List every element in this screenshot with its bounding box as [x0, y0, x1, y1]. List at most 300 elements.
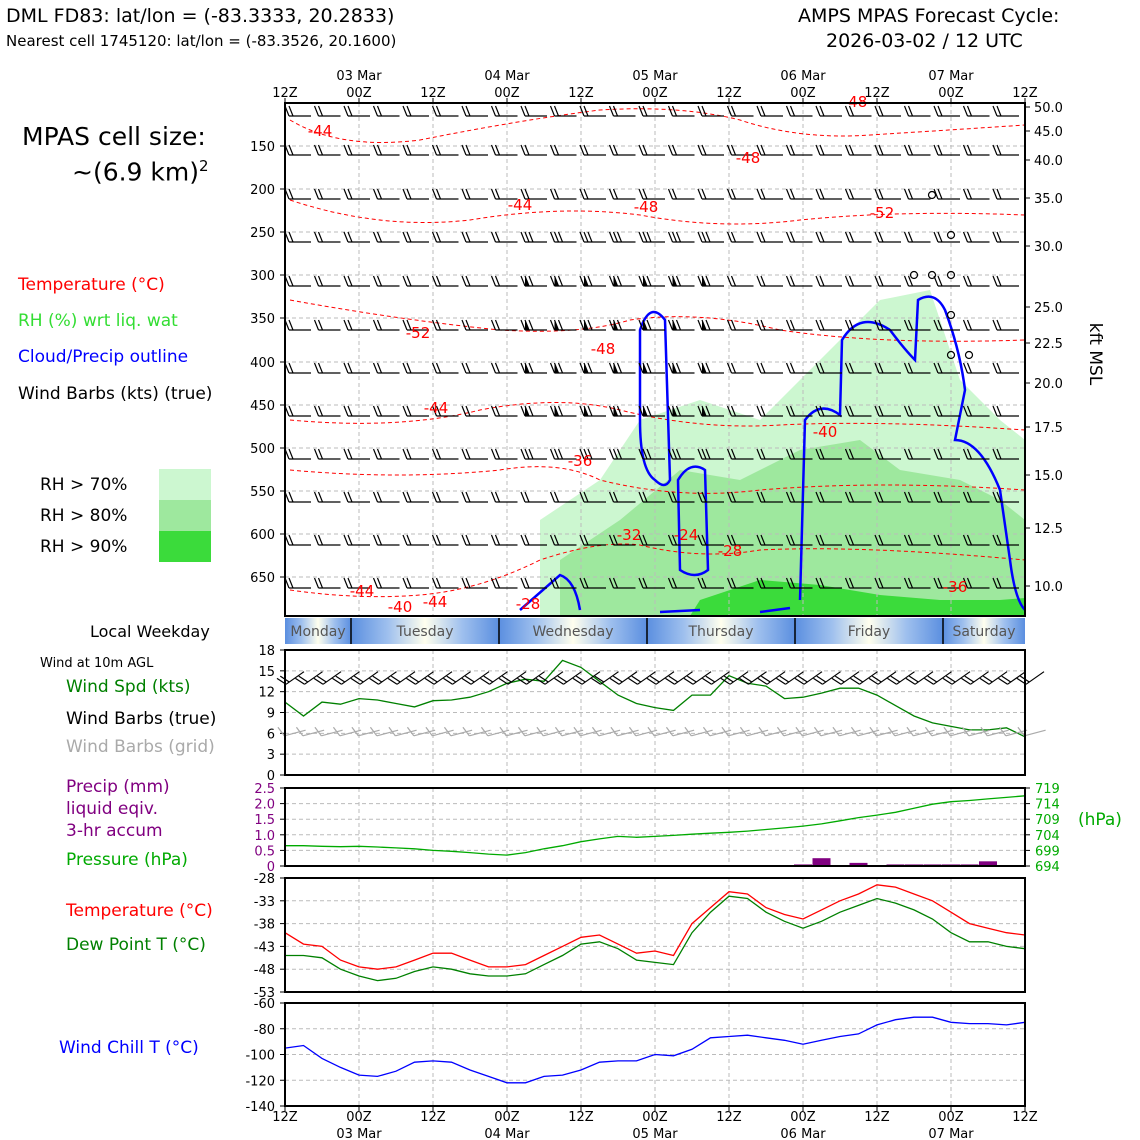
upper-barb-r0-c23: [964, 106, 990, 116]
upper-barb-r7-c10: [580, 406, 606, 416]
upper-barb-r2-c21-feather-1: [909, 189, 913, 199]
upper-barb-r3-c5: [433, 232, 459, 242]
upper-barb-r8-c9-feather-2: [559, 449, 563, 459]
top-tick-label-1: 00Z: [346, 86, 372, 101]
kft-tick-label-5: 25.0: [1034, 301, 1063, 316]
wind-panel-ytick-label-1: 15: [258, 664, 275, 680]
upper-barb-r2-c9-feather-1: [555, 189, 559, 199]
upper-barb-r10-c2: [344, 535, 370, 545]
upper-barb-r7-c10-feather-2: [588, 406, 592, 416]
wind10m-grid-barb-40-shaft: [1024, 730, 1045, 736]
upper-barb-r4-c21-feather-0: [905, 276, 909, 286]
upper-barb-r3-c6-feather-0: [462, 232, 466, 242]
upper-barb-r1-c7-feather-0: [492, 145, 496, 155]
upper-barb-r3-c11-feather-0: [610, 232, 614, 242]
upper-barb-r4-c2: [344, 276, 370, 286]
bottom-date-label-2: 05 Mar: [632, 1127, 678, 1140]
calm-circle-0: [929, 192, 936, 199]
upper-barb-r7-c0-feather-1: [289, 406, 293, 416]
upper-barb-r10-c7: [492, 535, 518, 545]
upper-barb-r0-c10-feather-1: [584, 106, 588, 116]
pressure-label: Pressure (hPa): [66, 850, 188, 870]
upper-barb-r6-c6-feather-1: [466, 363, 470, 373]
upper-barb-r3-c20-feather-1: [879, 232, 883, 242]
upper-barb-r6-c2-feather-1: [348, 363, 352, 373]
upper-barb-r0-c2-feather-0: [344, 106, 348, 116]
upper-barb-r3-c0-feather-1: [289, 232, 293, 242]
upper-barb-r6-c11-feather-2: [618, 363, 622, 373]
upper-barb-r9-c8: [521, 492, 547, 502]
weekday-saturday: Saturday: [952, 624, 1016, 640]
upper-barb-r3-c3-feather-0: [374, 232, 378, 242]
upper-barb-r4-c7-feather-1: [496, 276, 500, 286]
kft-axis-title: kft MSL: [1085, 322, 1105, 386]
wind10m-true-barb-40-shaft: [1026, 672, 1044, 685]
wind10m-true-barb-22-feather-0: [684, 676, 693, 686]
upper-barb-r2-c15: [728, 189, 754, 199]
upper-barb-r2-c3-feather-1: [378, 189, 382, 199]
bottom-tick-label-0: 12Z: [272, 1110, 298, 1125]
upper-barb-r2-c19: [846, 189, 872, 199]
upper-barb-r4-c7: [492, 276, 518, 286]
upper-barb-r2-c2-feather-0: [344, 189, 348, 199]
upper-barb-r4-c24: [993, 276, 1019, 286]
upper-barb-r5-c3-feather-1: [378, 320, 382, 330]
upper-barb-r3-c10-feather-2: [588, 232, 592, 242]
upper-barb-r4-c18: [816, 276, 842, 286]
pressure-ytick-label-3: 704: [1035, 828, 1060, 844]
upper-barb-r2-c6-feather-1: [466, 189, 470, 199]
upper-barb-r3-c16-feather-0: [757, 232, 761, 242]
wind-panel-title: Wind at 10m AGL: [40, 656, 154, 671]
kft-tick-label-3: 35.0: [1034, 192, 1063, 207]
upper-barb-r5-c7: [492, 320, 518, 330]
upper-barb-r0-c24-feather-1: [997, 106, 1001, 116]
chill-panel-ytick-label-4: -140: [245, 1100, 275, 1115]
upper-barb-r3-c22-feather-0: [934, 232, 938, 242]
upper-barb-r3-c20: [875, 232, 901, 242]
weekday-tuesday: Tuesday: [396, 624, 454, 640]
upper-barb-r5-c9-feather-2: [559, 320, 563, 330]
bottom-date-label-0: 03 Mar: [336, 1127, 382, 1140]
upper-barb-r2-c21: [905, 189, 931, 199]
legend-temperature: Temperature (°C): [18, 275, 165, 295]
upper-barb-r6-c24-feather-1: [997, 363, 1001, 373]
temp-panel-label: Temperature (°C): [66, 901, 213, 921]
pressure-ytick-label-1: 714: [1035, 797, 1060, 813]
upper-barb-r7-c2: [344, 406, 370, 416]
upper-barb-r3-c7: [492, 232, 518, 242]
upper-barb-r2-c2: [344, 189, 370, 199]
precip-panel-ytick-label-1: 2.0: [254, 797, 275, 813]
upper-barb-r2-c11-feather-0: [610, 189, 614, 199]
bottom-tick-label-3: 00Z: [494, 1110, 520, 1125]
upper-barb-r7-c6-feather-1: [466, 406, 470, 416]
pressure-ytick-label-5: 694: [1035, 860, 1060, 875]
upper-barb-r0-c23-feather-1: [968, 106, 972, 116]
wind-barbs-grid-label: Wind Barbs (grid): [66, 737, 215, 757]
upper-barb-r7-c12-feather-2: [647, 406, 651, 416]
upper-barb-r11-c1-feather-0: [315, 578, 319, 588]
pressure-ytick-label-2: 709: [1035, 813, 1060, 829]
upper-barb-r0-c12-feather-0: [639, 106, 643, 116]
upper-barb-r5-c18-feather-1: [820, 320, 824, 330]
upper-barb-r0-c6-feather-0: [462, 106, 466, 116]
upper-barb-r5-c24-feather-0: [993, 320, 997, 330]
upper-barb-r0-c0: [285, 106, 311, 116]
upper-barb-r8-c1-feather-1: [319, 449, 323, 459]
upper-barb-r9-c8-feather-1: [525, 492, 529, 502]
upper-barb-r8-c1: [315, 449, 341, 459]
upper-barb-r4-c17-feather-1: [791, 276, 795, 286]
upper-barb-r3-c13-feather-1: [673, 232, 677, 242]
top-date-label-3: 06 Mar: [780, 69, 826, 84]
upper-barb-r4-c4: [403, 276, 429, 286]
wind-panel-ytick-label-4: 6: [266, 727, 275, 743]
station-title: DML FD83: lat/lon = (-83.3333, 20.2833): [6, 5, 395, 27]
upper-barb-r5-c24-feather-1: [997, 320, 1001, 330]
upper-barb-r4-c14-feather-2: [706, 276, 710, 286]
upper-barb-r9-c9-feather-1: [555, 492, 559, 502]
upper-barb-r0-c3: [374, 106, 400, 116]
upper-barb-r2-c6: [462, 189, 488, 199]
upper-barb-r0-c14-feather-0: [698, 106, 702, 116]
upper-barb-r8-c4: [403, 449, 429, 459]
wind10m-true-barb-0: [277, 663, 304, 686]
upper-barb-r3-c24-feather-0: [993, 232, 997, 242]
windchill-panel-label: Wind Chill T (°C): [59, 1038, 199, 1058]
upper-barb-r4-c17: [787, 276, 813, 286]
upper-barb-r0-c2-feather-1: [348, 106, 352, 116]
upper-barb-r4-c5: [433, 276, 459, 286]
upper-barb-r9-c9-feather-0: [551, 492, 555, 502]
wind10m-true-barb-2-feather-0: [314, 676, 323, 686]
upper-barb-r0-c16-feather-0: [757, 106, 761, 116]
upper-barb-r6-c0-feather-1: [289, 363, 293, 373]
upper-barb-r11-c4: [403, 578, 429, 588]
weekday-wednesday: Wednesday: [532, 624, 614, 640]
precip-liquid-label: liquid eqiv.: [66, 799, 159, 819]
upper-barb-r3-c23-feather-0: [964, 232, 968, 242]
upper-barb-r4-c1-feather-0: [315, 276, 319, 286]
upper-barb-r6-c17-feather-1: [791, 363, 795, 373]
upper-barb-r9-c4-feather-0: [403, 492, 407, 502]
upper-barb-r2-c3: [374, 189, 400, 199]
upper-barb-r4-c4-feather-1: [407, 276, 411, 286]
upper-barb-r3-c7-feather-1: [496, 232, 500, 242]
upper-barb-r0-c7: [492, 106, 518, 116]
upper-barb-r6-c2-feather-0: [344, 363, 348, 373]
wind10m-true-barb-6-feather-0: [388, 676, 397, 686]
upper-barb-r7-c24: [993, 406, 1019, 416]
legend-cloud-outline: Cloud/Precip outline: [18, 347, 189, 367]
upper-barb-r6-c9: [551, 363, 577, 373]
upper-barb-r0-c23-feather-0: [964, 106, 968, 116]
upper-barb-r5-c23: [964, 320, 990, 330]
upper-barb-r3-c2-feather-0: [344, 232, 348, 242]
upper-barb-r8-c8-feather-0: [521, 449, 525, 459]
upper-barb-r9-c5: [433, 492, 459, 502]
upper-barb-r3-c2: [344, 232, 370, 242]
cell-size-exponent: 2: [199, 157, 209, 175]
upper-barb-r10-c7-feather-1: [496, 535, 500, 545]
upper-barb-r10-c4-feather-0: [403, 535, 407, 545]
upper-barb-r6-c10-feather-2: [588, 363, 592, 373]
bottom-tick-label-9: 00Z: [938, 1110, 964, 1125]
upper-barb-r5-c17-feather-1: [791, 320, 795, 330]
upper-barb-r2-c4-feather-1: [407, 189, 411, 199]
upper-barb-r2-c14-feather-1: [702, 189, 706, 199]
wind10m-true-barb-18-feather-0: [610, 676, 619, 686]
upper-barb-r1-c23-feather-1: [968, 145, 972, 155]
upper-barb-r3-c20-feather-0: [875, 232, 879, 242]
upper-barb-r3-c2-feather-1: [348, 232, 352, 242]
chill-panel-ytick-label-3: -120: [245, 1074, 275, 1090]
upper-barb-r6-c2: [344, 363, 370, 373]
upper-barb-r9-c7: [492, 492, 518, 502]
upper-barb-r3-c14: [698, 232, 724, 242]
kft-tick-label-8: 17.5: [1034, 421, 1063, 436]
wind-barbs-true-label: Wind Barbs (true): [66, 709, 217, 729]
upper-barb-r9-c4-feather-1: [407, 492, 411, 502]
upper-barb-r10-c6-feather-1: [466, 535, 470, 545]
upper-barb-r10-c6-feather-0: [462, 535, 466, 545]
bottom-tick-label-4: 12Z: [568, 1110, 594, 1125]
upper-barb-r2-c19-feather-0: [846, 189, 850, 199]
upper-barb-r7-c4-feather-0: [403, 406, 407, 416]
upper-barb-r10-c5: [433, 535, 459, 545]
upper-barb-r3-c10: [580, 232, 606, 242]
upper-barb-r3-c6-feather-1: [466, 232, 470, 242]
temp-panel-ytick-label-0: -28: [253, 872, 275, 887]
upper-barb-r5-c5: [433, 320, 459, 330]
kft-tick-label-9: 15.0: [1034, 469, 1063, 484]
upper-barb-r6-c12: [639, 363, 665, 373]
calm-circle-7: [966, 352, 973, 359]
upper-barb-r8-c9-feather-0: [551, 449, 555, 459]
upper-barb-r6-c23-feather-1: [968, 363, 972, 373]
upper-barb-r2-c13: [669, 189, 695, 199]
upper-barb-r3-c17-feather-1: [791, 232, 795, 242]
upper-barb-r4-c1-feather-1: [319, 276, 323, 286]
upper-barb-r3-c8-feather-1: [525, 232, 529, 242]
wind-panel-ytick-label-3: 9: [266, 706, 275, 722]
wind10m-true-barb-37-feather-0: [961, 676, 970, 686]
temp-contour-label-6: -52: [405, 324, 431, 342]
upper-barb-r3-c4-feather-0: [403, 232, 407, 242]
upper-barb-r3-c9-feather-0: [551, 232, 555, 242]
top-tick-label-10: 12Z: [1012, 86, 1038, 101]
top-date-label-1: 04 Mar: [484, 69, 530, 84]
upper-barb-r3-c23: [964, 232, 990, 242]
upper-barb-r2-c9-feather-0: [551, 189, 555, 199]
upper-barb-r2-c16-feather-1: [761, 189, 765, 199]
upper-barb-r6-c8-feather-2: [529, 363, 533, 373]
upper-barb-r4-c20-feather-0: [875, 276, 879, 286]
upper-barb-r3-c14-feather-2: [706, 232, 710, 242]
upper-barb-r3-c22-feather-1: [938, 232, 942, 242]
pressure-tick-label-6: 450: [250, 399, 275, 414]
upper-barb-r5-c6-feather-1: [466, 320, 470, 330]
upper-barb-r2-c10: [580, 189, 606, 199]
upper-barb-r7-c3-feather-0: [374, 406, 378, 416]
upper-barb-r8-c3: [374, 449, 400, 459]
upper-barb-r11-c8-feather-0: [521, 578, 525, 588]
precip-panel-ytick-label-5: 0: [266, 860, 275, 875]
upper-barb-r5-c23-feather-1: [968, 320, 972, 330]
upper-barb-r0-c18-feather-0: [816, 106, 820, 116]
upper-barb-r9-c4: [403, 492, 429, 502]
upper-barb-r9-c1-feather-0: [315, 492, 319, 502]
upper-barb-r0-c18-feather-1: [820, 106, 824, 116]
upper-barb-r0-c16: [757, 106, 783, 116]
top-tick-label-6: 12Z: [716, 86, 742, 101]
upper-barb-r2-c1-feather-1: [319, 189, 323, 199]
upper-barb-r7-c2-feather-0: [344, 406, 348, 416]
top-tick-label-0: 12Z: [272, 86, 298, 101]
upper-barb-r6-c24: [993, 363, 1019, 373]
precip-panel-ytick-label-0: 2.5: [254, 782, 275, 797]
upper-barb-r0-c8-feather-0: [521, 106, 525, 116]
upper-barb-r7-c24-feather-1: [997, 406, 1001, 416]
upper-barb-r0-c4-feather-1: [407, 106, 411, 116]
upper-barb-r2-c5-feather-1: [437, 189, 441, 199]
upper-barb-r0-c8: [521, 106, 547, 116]
upper-barb-r2-c17-feather-1: [791, 189, 795, 199]
wind10m-true-barb-7-feather-0: [406, 676, 415, 686]
kft-tick-label-7: 20.0: [1034, 377, 1063, 392]
upper-barb-r2-c13-feather-1: [673, 189, 677, 199]
temp-contour-label-8: -44: [423, 399, 449, 417]
temp-contour-label-2: -48: [735, 149, 761, 167]
upper-barb-r11-c1-feather-1: [319, 578, 323, 588]
upper-barb-r3-c12-feather-0: [639, 232, 643, 242]
upper-barb-r4-c2-feather-0: [344, 276, 348, 286]
upper-barb-r3-c21-feather-0: [905, 232, 909, 242]
upper-barb-r11-c0-feather-1: [289, 578, 293, 588]
upper-barb-r0-c16-feather-1: [761, 106, 765, 116]
upper-barb-r3-c11-feather-1: [614, 232, 618, 242]
wind10m-true-barb-13-feather-0: [517, 676, 526, 686]
upper-barb-r10-c2-feather-0: [344, 535, 348, 545]
upper-barb-r7-c16-feather-1: [761, 406, 765, 416]
upper-barb-r0-c7-feather-0: [492, 106, 496, 116]
upper-barb-r6-c23-feather-0: [964, 363, 968, 373]
upper-barb-r8-c7: [492, 449, 518, 459]
upper-barb-r3-c24-feather-1: [997, 232, 1001, 242]
wind10m-true-barb-27-feather-0: [776, 676, 785, 686]
kft-tick-label-6: 22.5: [1034, 337, 1063, 352]
upper-barb-r4-c12-feather-0: [639, 276, 643, 286]
upper-barb-r8-c0: [285, 449, 311, 459]
kft-tick-label-11: 10.0: [1034, 580, 1063, 595]
upper-barb-r2-c18-feather-0: [816, 189, 820, 199]
upper-barb-r7-c11: [610, 406, 636, 416]
weekday-monday: Monday: [290, 624, 346, 640]
upper-barb-r2-c7-feather-0: [492, 189, 496, 199]
upper-barb-r3-c7-feather-0: [492, 232, 496, 242]
upper-barb-r4-c6: [462, 276, 488, 286]
upper-barb-r10-c3-feather-0: [374, 535, 378, 545]
upper-barb-r3-c11-feather-2: [618, 232, 622, 242]
upper-barb-r0-c14-feather-1: [702, 106, 706, 116]
upper-barb-r5-c12-feather-2: [647, 320, 651, 330]
upper-barb-r5-c8: [521, 320, 547, 330]
temp-panel-ytick-label-1: -33: [253, 894, 275, 910]
upper-barb-r4-c12-feather-2: [647, 276, 651, 286]
upper-barb-r6-c12-feather-2: [647, 363, 651, 373]
temp-contour-label-16: -40: [387, 598, 413, 616]
upper-barb-r3-c19-feather-0: [846, 232, 850, 242]
upper-barb-r4-c9-feather-0: [551, 276, 555, 286]
upper-barb-r4-c1: [315, 276, 341, 286]
upper-barb-r9-c3: [374, 492, 400, 502]
cell-size-text: ~(6.9 km): [72, 157, 199, 187]
upper-barb-r6-c13-feather-2: [677, 363, 681, 373]
top-tick-label-4: 12Z: [568, 86, 594, 101]
upper-barb-r2-c1: [315, 189, 341, 199]
upper-barb-r6-c17-feather-0: [787, 363, 791, 373]
temp-contour-label-5: -52: [869, 204, 895, 222]
upper-barb-r4-c8-feather-2: [529, 276, 533, 286]
upper-barb-r10-c1-feather-1: [319, 535, 323, 545]
upper-barb-r3-c18: [816, 232, 842, 242]
upper-barb-r4-c6-feather-0: [462, 276, 466, 286]
upper-barb-r3-c15-feather-1: [732, 232, 736, 242]
legend-rh90: RH > 90%: [40, 537, 128, 557]
upper-barb-r0-c18: [816, 106, 842, 116]
upper-barb-r6-c5-feather-1: [437, 363, 441, 373]
upper-barb-r2-c16: [757, 189, 783, 199]
upper-barb-r4-c23-feather-0: [964, 276, 968, 286]
temp-contour-label-3: -44: [507, 196, 533, 214]
upper-barb-r4-c8: [521, 276, 547, 286]
upper-barb-r9-c6: [462, 492, 488, 502]
upper-barb-r4-c11-feather-0: [610, 276, 614, 286]
upper-barb-r6-c1: [315, 363, 341, 373]
upper-barb-r2-c10-feather-1: [584, 189, 588, 199]
upper-barb-r5-c23-feather-0: [964, 320, 968, 330]
upper-barb-r9-c3-feather-0: [374, 492, 378, 502]
upper-barb-r4-c16: [757, 276, 783, 286]
pressure-ytick-label-4: 699: [1035, 844, 1060, 860]
upper-barb-r6-c13-feather-0: [669, 363, 673, 373]
upper-barb-r8-c3-feather-0: [374, 449, 378, 459]
upper-barb-r5-c17-feather-0: [787, 320, 791, 330]
upper-barb-r5-c0-feather-1: [289, 320, 293, 330]
upper-barb-r0-c20-feather-0: [875, 106, 879, 116]
temp-contour-label-14: -36: [942, 578, 968, 596]
upper-barb-r6-c6: [462, 363, 488, 373]
upper-barb-r4-c13-feather-2: [677, 276, 681, 286]
upper-barb-r6-c16-feather-1: [761, 363, 765, 373]
upper-barb-r6-c7-feather-1: [496, 363, 500, 373]
upper-barb-r6-c4: [403, 363, 429, 373]
upper-barb-r8-c5: [433, 449, 459, 459]
upper-barb-r2-c21-feather-0: [905, 189, 909, 199]
top-date-label-2: 05 Mar: [632, 69, 678, 84]
bottom-tick-label-10: 12Z: [1012, 1110, 1038, 1125]
upper-barb-r2-c11: [610, 189, 636, 199]
upper-barb-r9-c2-feather-1: [348, 492, 352, 502]
nearest-cell-subtitle: Nearest cell 1745120: lat/lon = (-83.3526, 20.1600): [6, 32, 397, 50]
bottom-date-label-4: 07 Mar: [928, 1127, 974, 1140]
upper-barb-r0-c9-feather-0: [551, 106, 555, 116]
bottom-tick-label-2: 12Z: [420, 1110, 446, 1125]
upper-barb-r9-c1: [315, 492, 341, 502]
upper-barb-r6-c4-feather-0: [403, 363, 407, 373]
upper-barb-r5-c9: [551, 320, 577, 330]
